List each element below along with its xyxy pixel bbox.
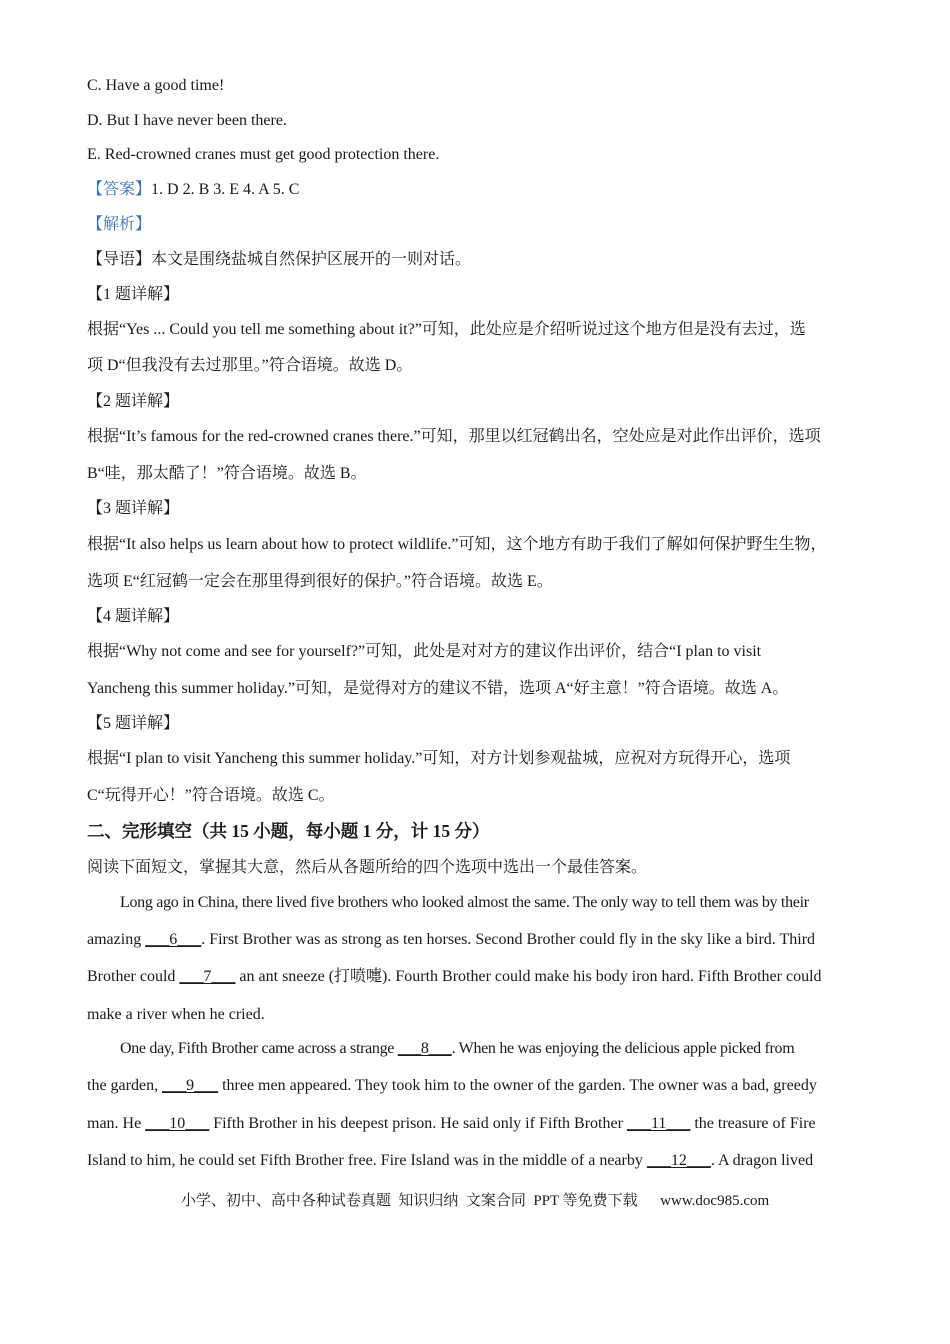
blank-8: ___8___ xyxy=(397,1040,452,1057)
section-instruction: 阅读下面短文，掌握其大意，然后从各题所给的四个选项中选出一个最佳答案。 xyxy=(87,859,648,876)
q1-line1: 根据“Yes ... Could you tell me something about it?”可知，此处应是介绍听说过这个地方但是没有去过，选 xyxy=(87,321,806,338)
blank-9: ___9___ xyxy=(162,1077,219,1094)
blank-12: ___12___ xyxy=(646,1152,711,1169)
passage-text: . When he was enjoying the delicious apple picked from xyxy=(451,1040,795,1057)
section-heading: 二、完形填空（共 15 小题，每小题 1 分，计 15 分） xyxy=(87,821,490,841)
passage-text: Fifth Brother in his deepest prison. He said only if Fifth Brother xyxy=(209,1115,627,1132)
passage-text: Island to him, he could set Fifth Brother free. Fire Island was in the middle of a nearby xyxy=(87,1152,647,1169)
blank-6: ___6___ xyxy=(145,931,202,948)
blank-10: ___10___ xyxy=(145,1115,210,1132)
passage-line xyxy=(87,967,867,987)
page-footer: 小学、初中、高中各种试卷真题 知识归纳 文案合同 PPT 等免费下载 www.doc985.com xyxy=(180,1193,770,1209)
passage-text: an ant sneeze (打喷嚏). Fourth Brother could make his body iron hard. Fifth Brother could xyxy=(235,968,822,985)
q3-line1: 根据“It also helps us learn about how to protect wildlife.”可知，这个地方有助于我们了解如何保护野生生物， xyxy=(87,536,827,553)
passage-line xyxy=(120,1039,900,1059)
intro-line: 【导语】本文是围绕盐城自然保护区展开的一则对话。 xyxy=(87,251,472,268)
q4-line1: 根据“Why not come and see for yourself?”可知，此处是对对方的建议作出评价，结合“I plan to visit xyxy=(87,643,762,660)
q5-line1: 根据“I plan to visit Yancheng this summer holiday.”可知，对方计划参观盐城，应祝对方玩得开心，选项 xyxy=(87,750,791,767)
passage-line: make a river when he cried. xyxy=(87,1006,265,1023)
passage-line xyxy=(87,930,867,950)
answer-text: 1. D 2. B 3. E 4. A 5. C xyxy=(151,181,300,198)
q2-title: 【2 题详解】 xyxy=(87,393,180,410)
analysis-label: 【解析】 xyxy=(87,216,152,233)
blank-7: ___7___ xyxy=(179,968,236,985)
q3-title: 【3 题详解】 xyxy=(87,500,180,517)
passage-text: man. He xyxy=(87,1115,146,1132)
q1-line2: 项 D“但我没有去过那里。”符合语境。故选 D。 xyxy=(87,357,413,374)
passage-text: amazing xyxy=(87,931,146,948)
option-d: D. But I have never been there. xyxy=(87,112,287,129)
passage-text: . First Brother was as strong as ten horses. Second Brother could fly in the sky like a bird. Third xyxy=(201,931,816,948)
passage-text: Brother could xyxy=(87,968,180,985)
passage-line: Long ago in China, there lived five brothers who looked almost the same. The only way to tell them was by their xyxy=(120,894,809,911)
blank-11: ___11___ xyxy=(626,1115,691,1132)
option-e: E. Red-crowned cranes must get good protection there. xyxy=(87,146,440,163)
q4-title: 【4 题详解】 xyxy=(87,608,180,625)
q2-line1: 根据“It’s famous for the red-crowned cranes there.”可知，那里以红冠鹤出名，空处应是对此作出评价，选项 xyxy=(87,428,821,445)
q3-line2: 选项 E“红冠鹤一定会在那里得到很好的保护。”符合语境。故选 E。 xyxy=(87,573,553,590)
passage-text: the treasure of Fire xyxy=(690,1115,816,1132)
q5-title: 【5 题详解】 xyxy=(87,715,180,732)
passage-line xyxy=(87,1151,867,1171)
passage-line xyxy=(87,1114,867,1134)
passage-text: One day, Fifth Brother came across a strange xyxy=(120,1040,398,1057)
q5-line2: C“玩得开心！”符合语境。故选 C。 xyxy=(87,787,335,804)
answer-line xyxy=(87,180,867,200)
passage-text: the garden, xyxy=(87,1077,163,1094)
q1-title: 【1 题详解】 xyxy=(87,286,180,303)
answer-label: 【答案】 xyxy=(87,181,152,198)
q4-line2: Yancheng this summer holiday.”可知，是觉得对方的建议不错，选项 A“好主意！”符合语境。故选 A。 xyxy=(87,680,789,697)
q2-line2: B“哇，那太酷了！”符合语境。故选 B。 xyxy=(87,465,367,482)
passage-text: . A dragon lived xyxy=(710,1152,814,1169)
passage-line xyxy=(87,1076,867,1096)
option-c: C. Have a good time! xyxy=(87,77,225,94)
passage-text: three men appeared. They took him to the owner of the garden. The owner was a bad, greedy xyxy=(218,1077,817,1094)
